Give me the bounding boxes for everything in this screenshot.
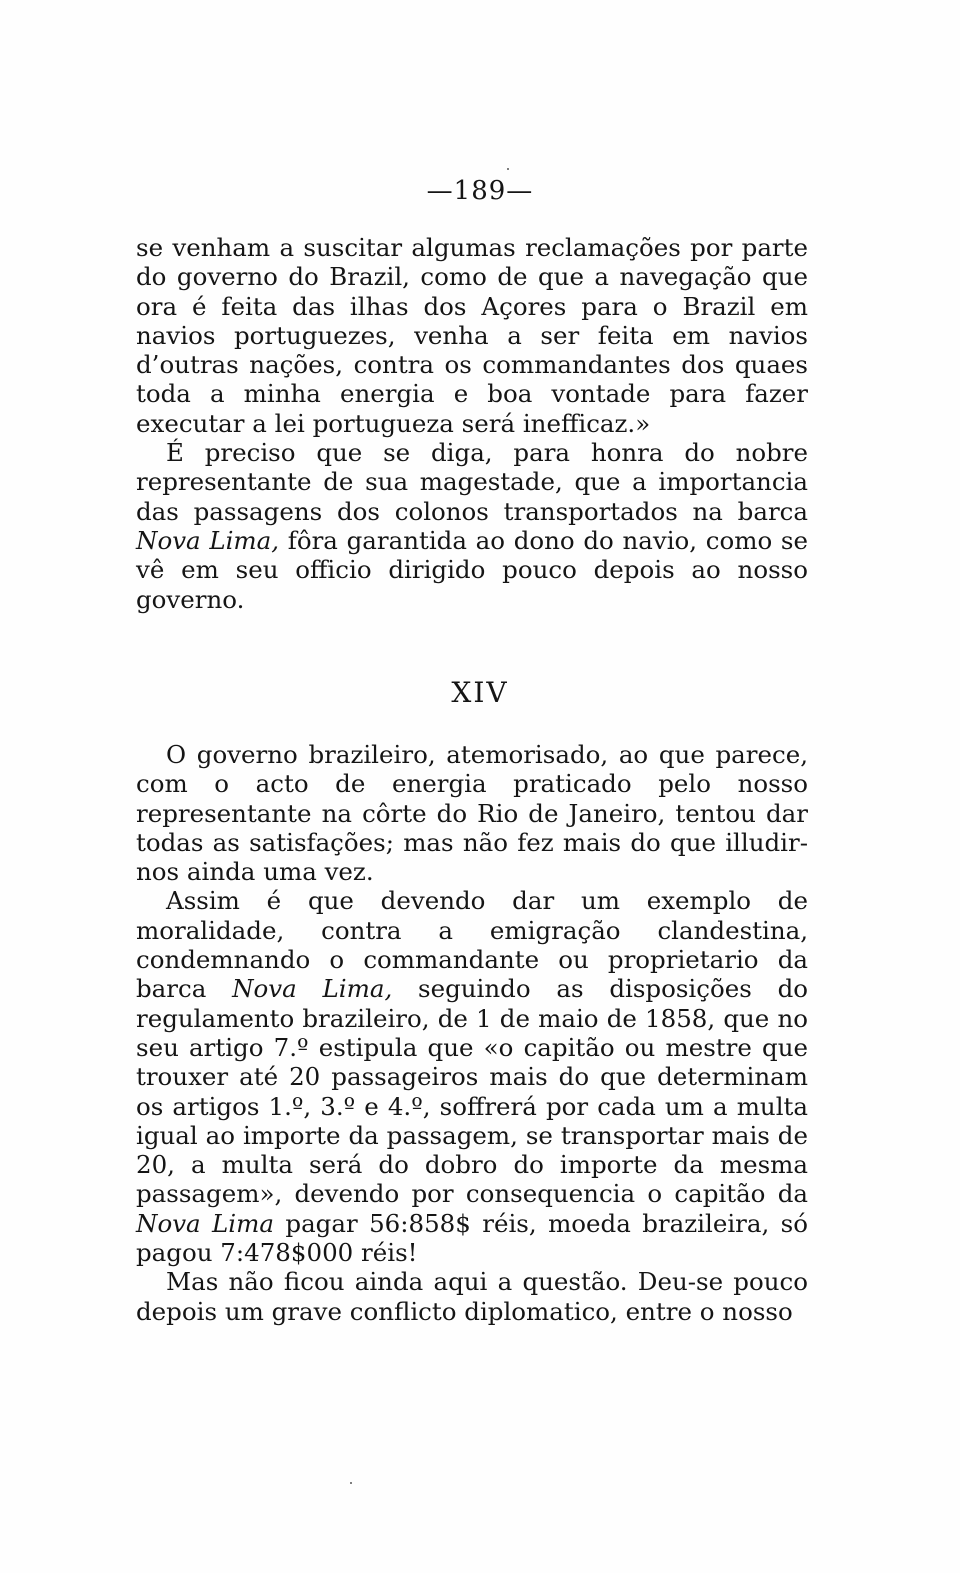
paragraph-continued [136,233,808,438]
page-number: —189— [426,176,534,206]
paragraph [136,740,808,886]
ship-name: Nova Lima, [136,525,280,555]
paragraph-text: Assim é que devendo dar um exemplo de moralidade, contra a emigração clandestina, condemnando o commandante ou proprietario da barca [136,886,808,1004]
print-speck [507,168,509,170]
ship-name: Nova Lima, [232,974,393,1004]
paragraph-text: seguindo as disposições do regulamento brazileiro, de 1 de maio de 1858, que no seu artigo 7.º estipula que «o capitão ou mestre que trouxer até 20 passageiros mais do que determinam os artigos 1.º, 3.º e 4.º, soffrerá por cada um a multa igual ao importe da passagem, se transportar mais de 20, a multa será do dobro do importe da mesma passagem», devendo por consequencia o capitão da [136,974,809,1209]
paragraph-text: se venham a suscitar algumas reclamações por parte do governo do Brazil, como de que a navegação que ora é feita das ilhas dos Açores para o Brazil em navios portuguezes, venha a ser feita em navios d’outras nações, contra os commandantes dos quaes toda a minha energia e boa vontade para fazer executar a lei portugueza será inefficaz.» [136,233,808,438]
paragraph-text: pagar 56:858$ réis, moeda brazileira, só pagou 7:478$000 réis! [136,1208,808,1268]
paragraph-text: fôra garantida ao dono do navio, como se vê em seu officio dirigido pouco depois ao nosso governo. [136,525,808,614]
paragraph [136,886,808,1267]
paragraph-text: É preciso que se diga, para honra do nobre representante de sua magestade, que a importancia das passagens dos colonos transportados na barca [136,438,808,526]
paragraph-text: Mas não ficou ainda aqui a questão. Deu-se pouco depois um grave conflicto diplomatico, entre o nosso [136,1267,808,1326]
paragraph [136,438,808,614]
section-heading: XIV [451,676,509,709]
ship-name: Nova Lima [136,1208,274,1238]
print-speck [350,1482,352,1484]
text-block-top [136,233,808,614]
text-block-section [136,740,808,1326]
paragraph [136,1267,808,1326]
paragraph-text: O governo brazileiro, atemorisado, ao que parece, com o acto de energia praticado pelo nosso representante na côrte do Rio de Janeiro, tentou dar todas as satisfações; mas não fez mais do que illudir-nos ainda uma vez. [136,740,808,887]
